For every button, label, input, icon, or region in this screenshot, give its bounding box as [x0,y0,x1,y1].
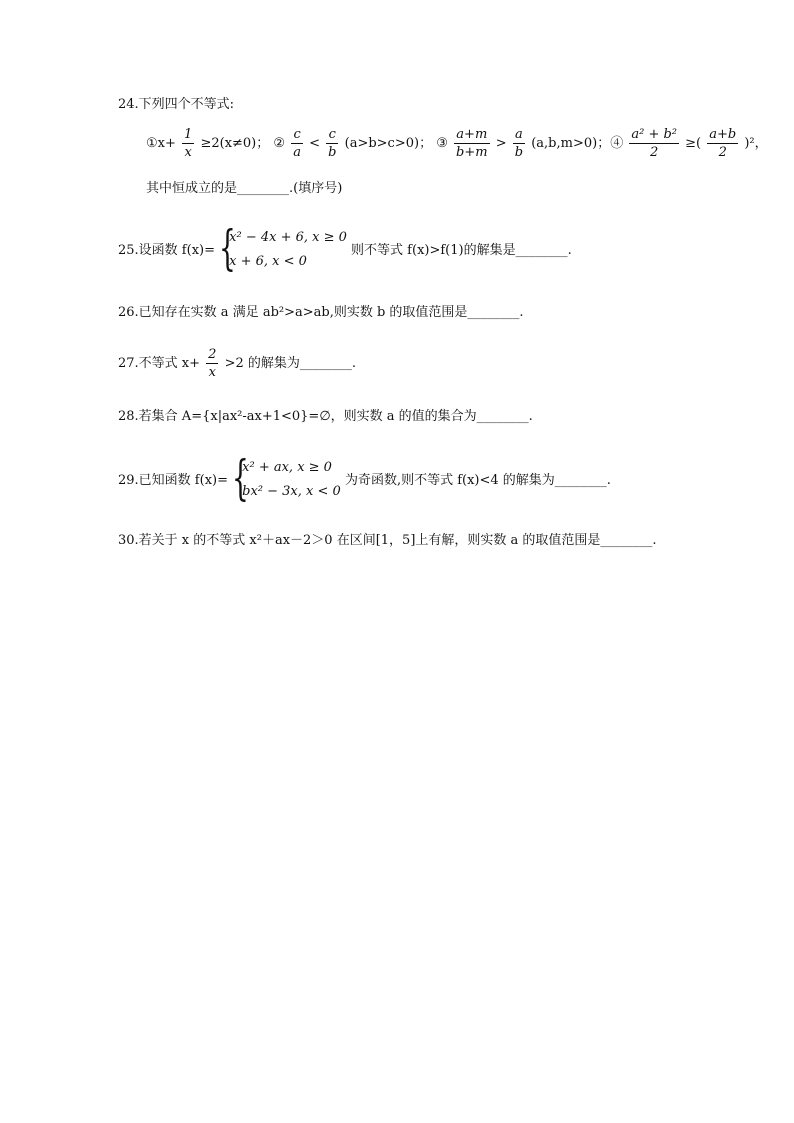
q25-line [118,220,572,276]
q24-item3-fraction-right [513,126,525,161]
q24-item2-operator: < [309,136,321,151]
q24-item1-prefix: ①x+ [146,136,176,151]
q29-suffix: 为奇函数,则不等式 f(x)<4 的解集为________. [344,472,611,488]
fraction-denominator: 2 [718,145,727,160]
q24-item3-operator: > [495,136,507,151]
q24-item4-fraction-left [629,126,679,161]
q28-text: 28.若集合 A={x|ax²-ax+1<0}=∅，则实数 a 的值的集合为________. [118,409,533,424]
q24-item2-condition: (a>b>c>0)； [344,136,433,151]
fraction-numerator: a [513,126,525,144]
q24-items [146,126,768,161]
fraction-numerator: 2 [208,347,217,362]
q24-item4-operator: ≥( [685,136,702,151]
q24-item3-prefix: ③ [436,136,448,151]
q27-prefix: 27.不等式 x+ [118,356,201,371]
fraction-numerator: a² + b² [631,127,677,142]
fraction-numerator: 1 [184,127,193,142]
q26-text: 26.已知存在实数 a 满足 ab²>a>ab,则实数 b 的取值范围是________. [118,305,524,320]
q25-piecewise [219,220,347,276]
left-brace-icon: { [219,220,236,276]
q25-suffix: 则不等式 f(x)>f(1)的解集是________. [351,242,572,258]
q29-case1: x² + ax, x ≥ 0 [242,460,332,475]
q27-suffix: >2 的解集为________. [224,356,357,371]
left-brace-icon: { [232,450,249,506]
q24-stem: 24.下列四个不等式: [118,97,235,112]
q29-prefix: 29.已知函数 f(x)= [118,472,228,488]
fraction-numerator: c [326,126,338,144]
q27-fraction [206,346,218,381]
q30-text: 30.若关于 x 的不等式 x²＋ax－2＞0 在区间[1，5]上有解，则实数 a 的取值范围是________. [118,533,657,548]
q24-item2-fraction-left [291,126,303,161]
fraction-denominator: b [328,145,337,160]
fraction-denominator: 2 [650,145,659,160]
q24-item2-prefix: ② [273,136,286,151]
fraction-denominator: a [293,145,301,160]
q25-case2: x + 6, x < 0 [229,254,307,269]
fraction-numerator: c [291,126,303,144]
q27-line [118,346,356,381]
q25-case1: x² − 4x + 6, x ≥ 0 [229,230,347,245]
q24-item3-condition: (a,b,m>0)；④ [531,136,624,151]
q29-line [118,450,611,506]
q25-prefix: 25.设函数 f(x)= [118,242,215,258]
q24-item1-fraction [182,126,194,161]
fraction-denominator: b [514,145,524,160]
q29-piecewise [232,450,341,506]
fraction-numerator: a+b [709,127,737,142]
q29-case2: bx² − 3x, x < 0 [242,484,341,499]
q24-item1-condition: ≥2(x≠0)； [200,136,270,151]
q24-item2-fraction-right [326,126,338,161]
q24-tail: 其中恒成立的是________.(填序号) [146,181,343,196]
q24-item4-fraction-right [707,126,738,161]
fraction-numerator: a+m [454,126,490,144]
q24-item3-fraction-left [454,126,490,161]
q24-item4-suffix: )²， [744,136,768,151]
fraction-denominator: x [208,365,216,380]
fraction-denominator: b+m [456,145,488,160]
fraction-denominator: x [184,145,192,160]
